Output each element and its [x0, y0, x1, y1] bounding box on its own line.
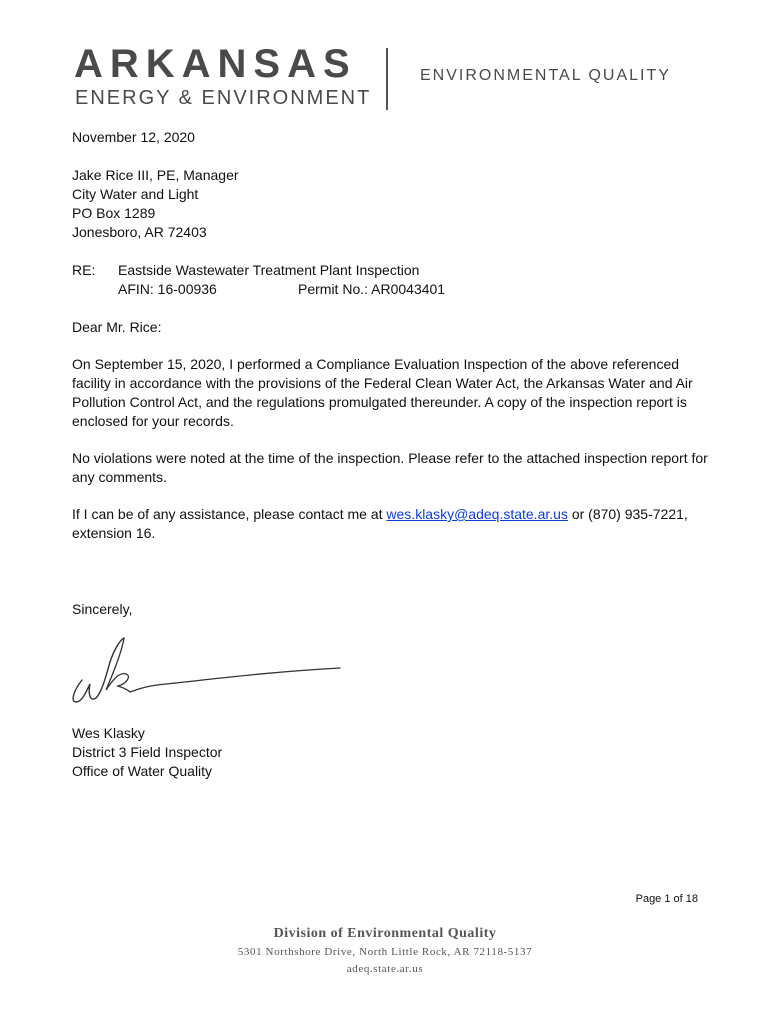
subject-afin: AFIN: 16-00936	[118, 281, 217, 297]
recipient-line-4: Jonesboro, AR 72403	[72, 224, 207, 240]
body-paragraph-1-text: On September 15, 2020, I performed a Compliance Evaluation Inspection of the above referenced facility in accordance with the provisions of the Federal Clean Water Act, the Arkansas Water and Air Pollution Control Act, and the regulations promulgated thereunder. A copy of the inspection report is enclosed for your records.	[72, 356, 693, 429]
body-paragraph-2-text: No violations were noted at the time of the inspection. Please refer to the attached inspection report for any comments.	[72, 450, 708, 485]
closing: Sincerely,	[72, 601, 133, 617]
letter-date: November 12, 2020	[72, 129, 195, 145]
subject-label: RE:	[72, 262, 96, 278]
signer-office: Office of Water Quality	[72, 763, 213, 779]
letterhead-department: ENVIRONMENTAL QUALITY	[420, 67, 671, 84]
handwritten-signature	[66, 632, 356, 710]
page-number: Page 1 of 18	[635, 893, 698, 905]
signer-name: Wes Klasky	[72, 725, 145, 741]
letterhead-org-name: ARKANSAS	[74, 42, 357, 86]
recipient-line-2: City Water and Light	[72, 186, 199, 202]
subject-permit: Permit No.: AR0043401	[298, 281, 446, 297]
body-paragraph-1	[72, 355, 712, 431]
letterhead-org-subtitle: ENERGY & ENVIRONMENT	[75, 87, 372, 109]
footer-website: adeq.state.ar.us	[346, 963, 424, 975]
contact-email-link[interactable]: wes.klasky@adeq.state.ar.us	[386, 506, 568, 522]
recipient-line-1: Jake Rice III, PE, Manager	[72, 167, 239, 183]
body-paragraph-2	[72, 449, 712, 487]
subject-title: Eastside Wastewater Treatment Plant Inspection	[118, 262, 420, 278]
signer-title: District 3 Field Inspector	[72, 744, 223, 760]
letterhead-divider	[386, 48, 388, 110]
salutation: Dear Mr. Rice:	[72, 319, 162, 335]
footer-address: 5301 Northshore Drive, North Little Rock, AR 72118-5137	[237, 946, 533, 958]
contact-text-after: or (870) 935-7221, extension 16.	[72, 506, 688, 541]
body-paragraph-3	[72, 505, 712, 543]
contact-text-before: If I can be of any assistance, please contact me at	[72, 506, 387, 522]
footer-division: Division of Environmental Quality	[273, 926, 497, 941]
recipient-line-3: PO Box 1289	[72, 205, 156, 221]
